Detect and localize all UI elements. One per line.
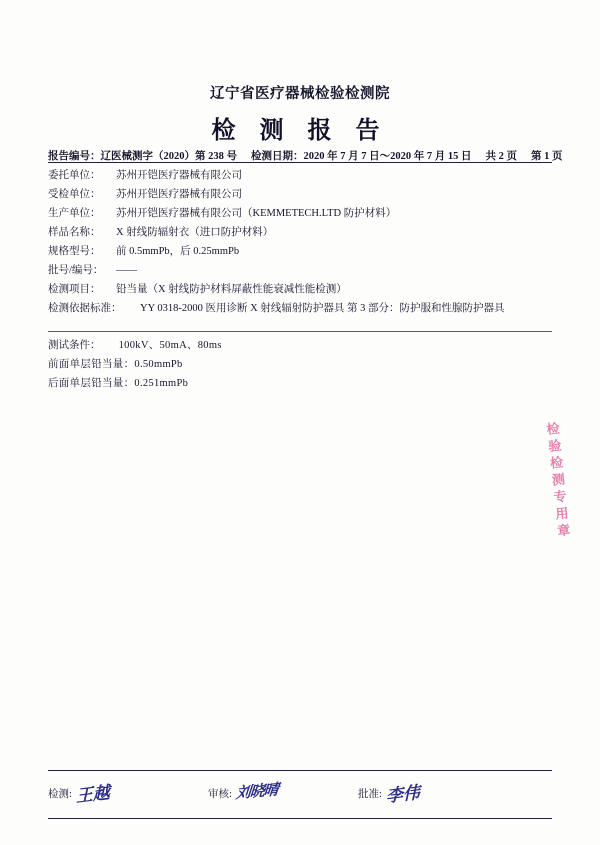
test-conditions-block xyxy=(48,336,552,393)
condition-value: 后面单层铅当量：0.251mmPb xyxy=(48,378,189,389)
info-row-label: 受检单位： xyxy=(48,189,101,200)
info-row xyxy=(48,261,552,280)
info-row-value: 苏州开铠医疗器械有限公司 xyxy=(116,170,242,181)
signature-ink: 李伟 xyxy=(385,782,420,807)
test-date-label: 检测日期： xyxy=(251,151,304,162)
info-row-label: 检测依据标准： xyxy=(48,303,122,314)
info-block xyxy=(48,166,552,318)
info-row xyxy=(48,299,552,318)
header-divider xyxy=(48,162,552,163)
info-row xyxy=(48,185,552,204)
info-row-label: 规格型号： xyxy=(48,246,101,257)
info-row-label: 批号/编号： xyxy=(48,265,104,276)
signature-row xyxy=(48,780,552,814)
info-row-label: 样品名称： xyxy=(48,227,101,238)
info-row-value: X 射线防辐射衣（进口防护材料） xyxy=(116,227,274,238)
section-divider xyxy=(48,331,552,332)
info-row xyxy=(48,280,552,299)
footer-divider-bottom xyxy=(48,818,552,819)
signature-approver xyxy=(358,782,420,807)
page-current: 第 1 页 xyxy=(531,151,563,162)
signature-label: 检测: xyxy=(48,789,72,800)
info-row-label: 检测项目： xyxy=(48,284,101,295)
signature-reviewer xyxy=(208,782,278,803)
info-row-label: 生产单位： xyxy=(48,208,101,219)
condition-row xyxy=(48,336,552,355)
organization-name: 辽宁省医疗器械检验检测院 xyxy=(210,86,390,102)
info-row xyxy=(48,166,552,185)
pages-total: 共 2 页 xyxy=(485,151,517,162)
signature-inspector xyxy=(48,782,110,807)
condition-value: 前面单层铅当量：0.50mmPb xyxy=(48,359,183,370)
info-row xyxy=(48,204,552,223)
official-stamp: 检 验 检 测 专 用 章 xyxy=(545,420,572,539)
info-row-value: 苏州开铠医疗器械有限公司 xyxy=(116,189,242,200)
info-row-value: 苏州开铠医疗器械有限公司（KEMMETECH.LTD 防护材料） xyxy=(116,208,397,219)
signature-label: 审核: xyxy=(208,789,232,800)
signature-ink: 刘晓晴 xyxy=(235,782,279,803)
condition-value: 100kV、50mA、80ms xyxy=(118,340,222,351)
info-row-value: 前 0.5mmPb，后 0.25mmPb xyxy=(116,246,240,257)
info-row-value: 铅当量（X 射线防护材料屏蔽性能衰减性能检测） xyxy=(116,284,347,295)
test-date-value: 2020 年 7 月 7 日～2020 年 7 月 15 日 xyxy=(303,151,472,162)
condition-row xyxy=(48,355,552,374)
signature-label: 批准: xyxy=(358,789,382,800)
condition-row xyxy=(48,374,552,393)
condition-label: 测试条件： xyxy=(48,340,101,351)
info-row xyxy=(48,242,552,261)
info-row-value: —— xyxy=(116,265,137,276)
info-row-value: YY 0318-2000 医用诊断 X 射线辐射防护器具 第 3 部分：防护服和性腺防护器具 xyxy=(140,303,505,314)
report-meta-line xyxy=(48,148,563,163)
info-row-label: 委托单位： xyxy=(48,170,101,181)
signature-ink: 王越 xyxy=(75,782,110,807)
footer-divider-top xyxy=(48,770,552,771)
info-row xyxy=(48,223,552,242)
report-no-value: 辽医械测字（2020）第 238 号 xyxy=(100,151,237,162)
report-no-label: 报告编号： xyxy=(48,151,101,162)
page-title: 检 测 报 告 xyxy=(211,118,389,144)
